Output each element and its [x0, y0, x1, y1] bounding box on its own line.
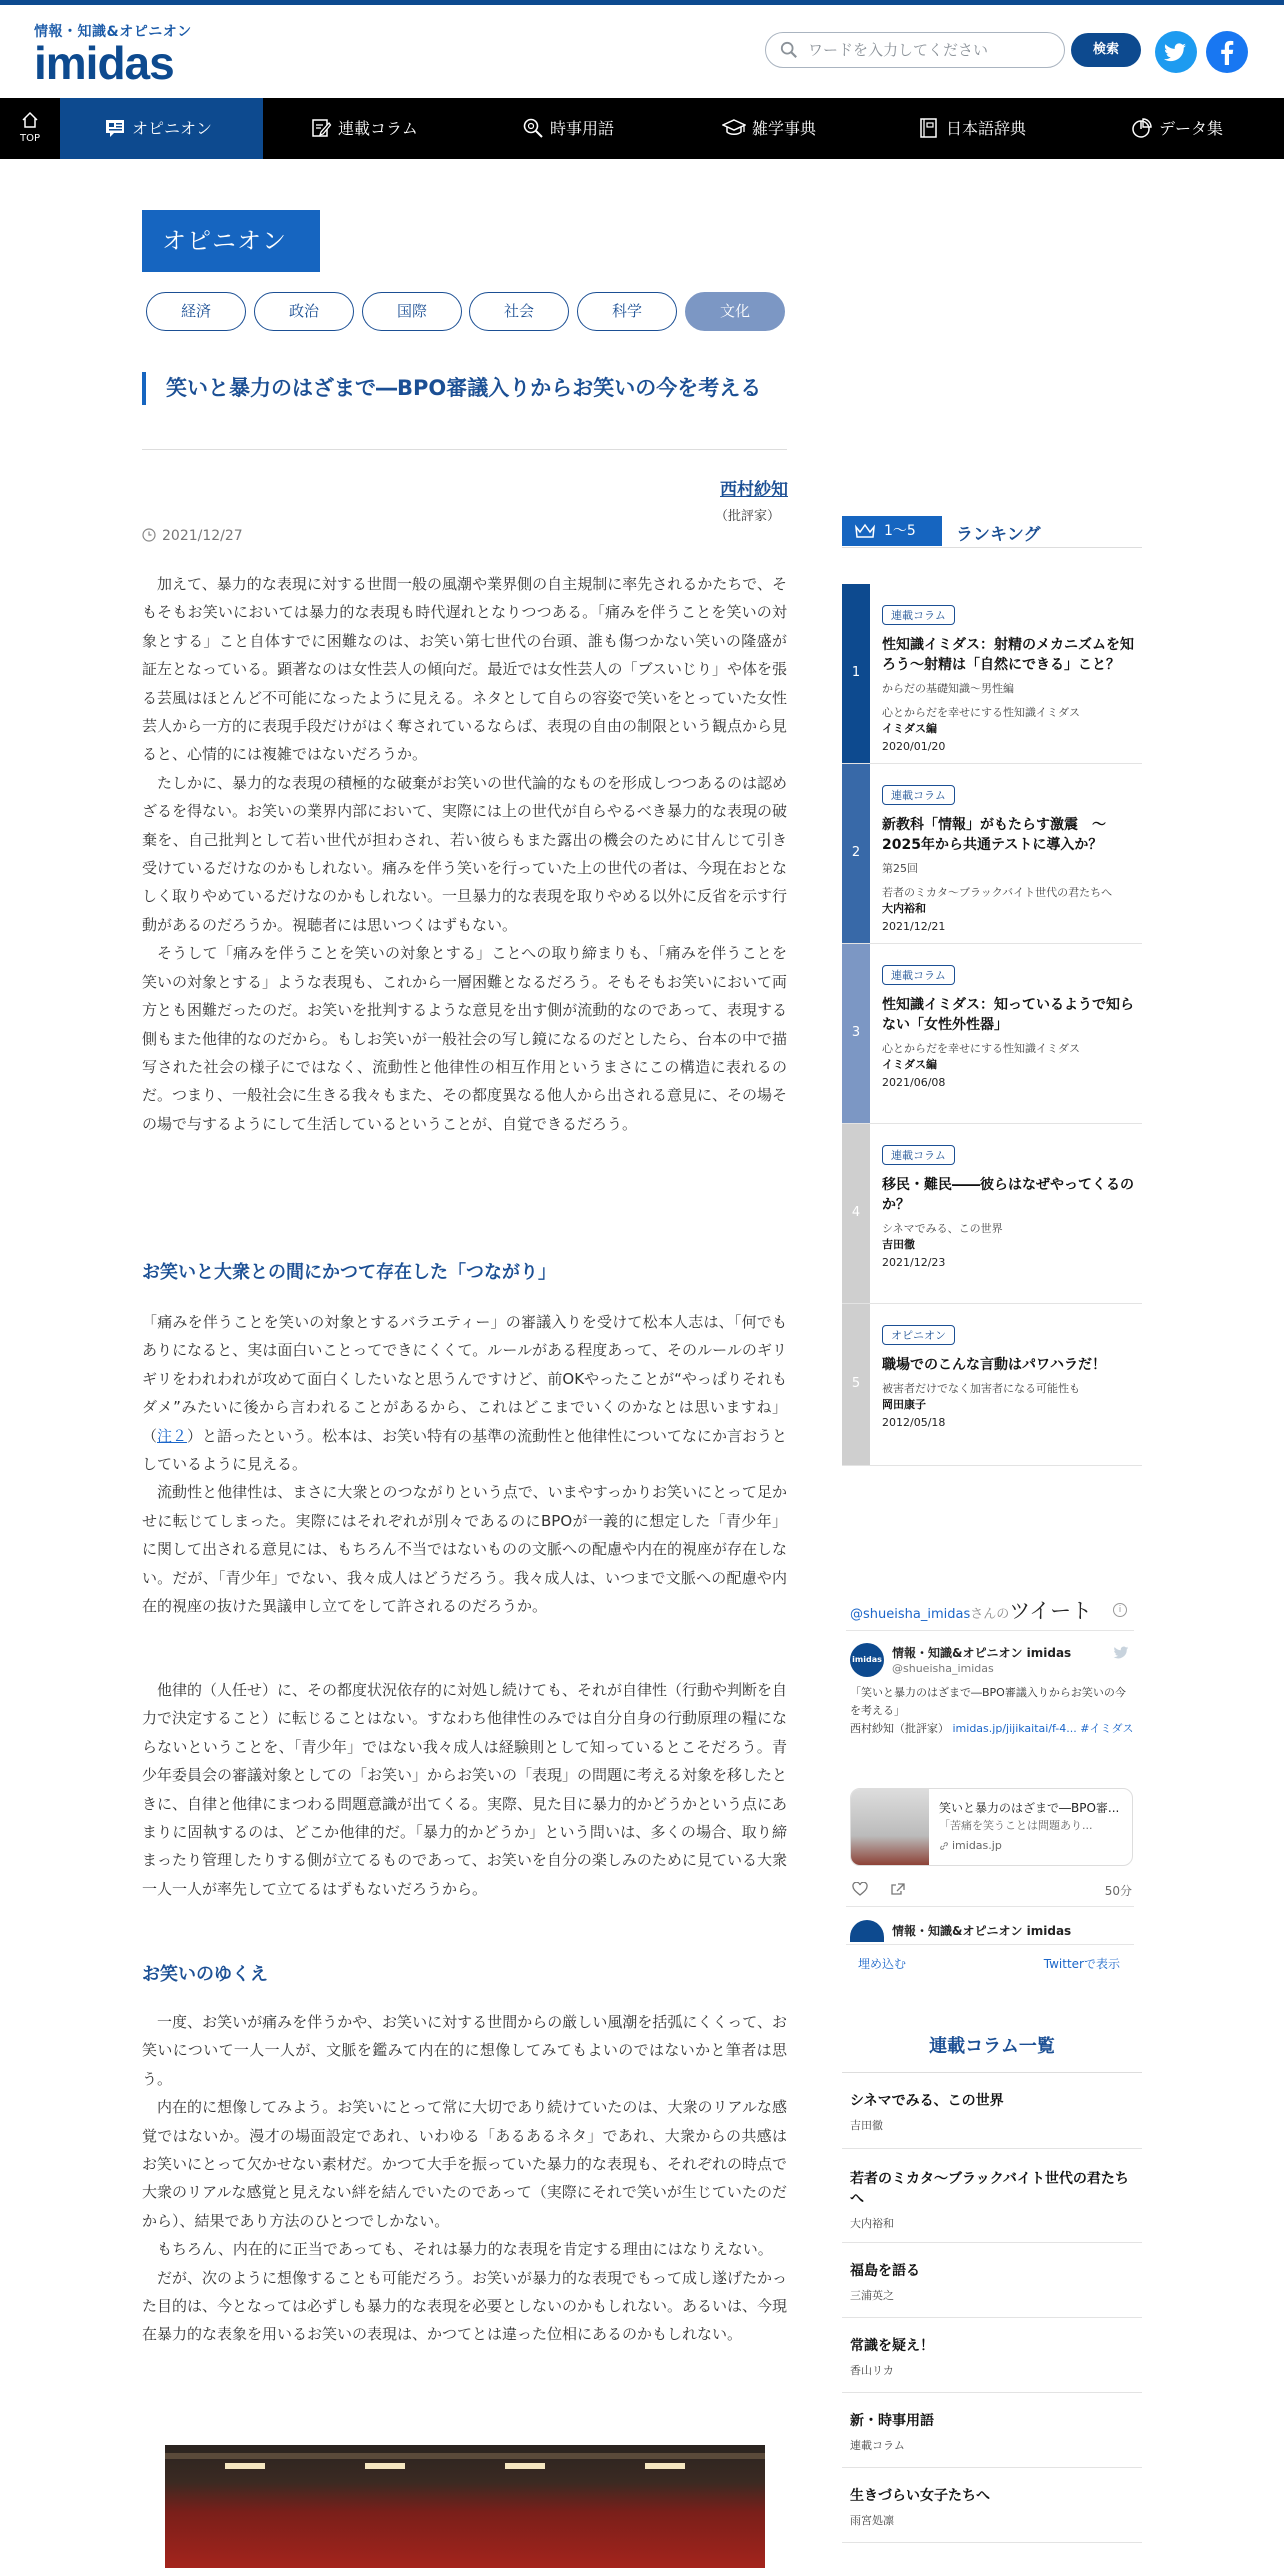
series-item[interactable]: [842, 2393, 1142, 2468]
ranking-date: 2012/05/18: [882, 1416, 946, 1429]
paragraph: 内在的に想像してみよう。お笑いにとって常に大切であり続けていたのは、大衆のリアルな感覚ではないか。漫才の場面設定であれ、いわゆる「あるあるネタ」であれ、大衆からの共感はお笑いにとって欠かせない素材だ。かつて大手を振っていた暴力的な表現も、それぞれの時点で大衆のリアルな感覚と見えない絆を結んでいたのであって（実際にそれで笑いが生じていたのだから）、結果であり方法のひとつでしかない。: [142, 2098, 787, 2230]
tweet-url-link[interactable]: imidas.jp/jijikaitai/f-4...: [952, 1722, 1077, 1735]
ranking-item[interactable]: [842, 1304, 1142, 1466]
twitter-bird-icon: [1113, 1646, 1129, 1660]
divider: [846, 1630, 1134, 1631]
rank-number: 3: [842, 944, 870, 1123]
paragraph: [142, 1308, 787, 1478]
embed-link[interactable]: 埋め込む: [858, 1957, 907, 1971]
nav-item-label: 時事用語: [550, 119, 615, 138]
ranking-header: [842, 516, 1142, 548]
series-name: 常識を疑え！: [850, 2338, 934, 2354]
nav-item-opinion[interactable]: [60, 98, 263, 159]
logo-wordmark: imidas: [34, 37, 174, 89]
search-input[interactable]: [808, 39, 1053, 61]
article-photo: [165, 2445, 765, 2568]
nav-item-dictionary[interactable]: [918, 98, 1026, 159]
series-name: 若者のミカタ～ブラックバイト世代の君たちへ: [850, 2171, 1129, 2207]
mortarboard-icon: [722, 117, 746, 139]
series-item[interactable]: [842, 2149, 1142, 2243]
author-role: （批評家）: [714, 509, 780, 524]
nav-item-label: 日本語辞典: [946, 119, 1027, 138]
paragraph: そうして「痛みを伴うことを笑いの対象とする」ことへの取り締まりも、「痛みを伴うことを笑いの対象とする」ような表現も、これから一層困難となるだろう。そもそもお笑いにおいて両方とも困難だったのだ。お笑いを批判するような意見を出す側が流動的なのであって、表現する側もまた他律的なのだから。もしお笑いが一般社会の写し鏡になるのだとしたら、台本の中で描写された社会の様子にではなく、流動性と他律性の相互作用というまさにこの構造に表れるのだ。つまり、一般社会に生きる我々もまた、その都度異なる他人から出される意見に、その場その場で与するようにして生活しているということが、自覚できるだろう。: [142, 944, 788, 1133]
author-link[interactable]: 西村紗知: [720, 480, 788, 500]
series-author: 三浦英之: [850, 2289, 894, 2302]
category-pill: 連載コラム: [882, 1145, 955, 1165]
ranking-author: 大内裕和: [882, 902, 926, 915]
series-item[interactable]: [842, 2243, 1142, 2318]
search-button[interactable]: 検索: [1071, 33, 1141, 67]
rank-number: 1: [842, 584, 870, 763]
ranking-series: シネマでみる、この世界: [882, 1222, 1003, 1235]
ranking-title: ランキング: [956, 525, 1041, 545]
series-author: 香山リカ: [850, 2364, 894, 2377]
ranking-item[interactable]: [842, 584, 1142, 764]
series-item[interactable]: [842, 2468, 1142, 2543]
nav-item-trivia[interactable]: [722, 98, 816, 159]
category-pill: 連載コラム: [882, 785, 955, 805]
nav-top[interactable]: [0, 98, 60, 159]
ranking-date: 2021/06/08: [882, 1076, 946, 1089]
tweet-handle-suffix: さんの: [970, 1607, 1010, 1622]
tweet-author: 西村紗知（批評家）: [850, 1722, 949, 1735]
tweet-body: 「笑いと暴力のはざまで―BPO審議入りからお笑いの今を考える」: [850, 1686, 1126, 1717]
paragraph-text: ）と語ったという。松本は、お笑い特有の基準の流動性と他律性についてなにか言おうとしているように見える。: [142, 1426, 787, 1474]
ranking-series: 被害者だけでなく加害者になる可能性も: [882, 1382, 1080, 1395]
series-name: 新・時事用語: [850, 2413, 934, 2429]
nav-item-label: 雑学事典: [752, 119, 817, 138]
footnote-link[interactable]: 注２: [157, 1426, 188, 1445]
tweet-text: [850, 1684, 1135, 1738]
ranking-series: 心とからだを幸せにする性知識イミダス: [882, 1042, 1080, 1055]
nav-item-label: オピニオン: [132, 119, 213, 138]
paragraph: たしかに、暴力的な表現の積極的な破棄がお笑いの世代論的なものを形成しつつあるのは認めざるを得ない。お笑いの業界内部において、実際には上の世代が自らやるべき暴力的な表現の破棄を、自己批判として若い世代が担わされ、若い彼らもまた露出の機会のために甘んじて引き受けているだけなのかもしれない。痛みを伴う笑いを行っていた上の世代の者は、今現在おとなしく取りやめているだけなのかもしれない。一旦暴力的な表現を取りやめる以外に反省を示す行動があるのだろうか。視聴者には思いつくはずもない。: [142, 773, 788, 934]
logo-subtitle: 情報・知識&オピニオン: [34, 24, 192, 40]
nav-item-terms[interactable]: [522, 98, 614, 159]
article-date: [142, 528, 243, 544]
search-icon: [522, 117, 544, 139]
ranking-author: イミダス編: [882, 722, 937, 735]
tweet-time[interactable]: 50分: [1104, 1884, 1132, 1898]
tweet-account-handle: @shueisha_imidas: [892, 1662, 994, 1675]
card-description: 「苦痛を笑うことは問題あり...: [939, 1819, 1093, 1832]
tweet-line: [850, 1720, 1135, 1738]
ranking-item[interactable]: [842, 944, 1142, 1124]
series-author: 吉田徹: [850, 2119, 883, 2132]
article-title-block: [142, 372, 787, 405]
category-pill: 連載コラム: [882, 965, 955, 985]
view-on-twitter-link[interactable]: Twitterで表示: [1043, 1957, 1120, 1971]
avatar[interactable]: [850, 1920, 884, 1942]
share-icon[interactable]: [890, 1882, 906, 1896]
category-pill: 連載コラム: [882, 605, 955, 625]
article-body-2: [142, 1308, 787, 1620]
ranking-title-text: 移民・難民――彼らはなぜやってくるのか？: [882, 1177, 1134, 1213]
divider: [142, 449, 787, 450]
heart-icon[interactable]: [852, 1882, 868, 1896]
tag-international[interactable]: 国際: [362, 292, 462, 331]
tag-culture[interactable]: 文化: [685, 292, 785, 331]
card-domain: imidas.jp: [939, 1839, 1002, 1852]
series-name: 福島を語る: [850, 2263, 920, 2279]
article-title: 笑いと暴力のはざまで―BPO審議入りからお笑いの今を考える: [166, 376, 762, 400]
ranking-title-text: 性知識イミダス：射精のメカニズムを知ろう～射精は「自然にできる」こと？: [882, 637, 1134, 673]
rank-number: 4: [842, 1124, 870, 1303]
paragraph: 流動性と他律性は、まさに大衆とのつながりという点で、いまやすっかりお笑いにとって足かせに転じてしまった。実際にはそれぞれが別々であるのにBPOが一義的に想定した「青少年」に関して出される意見には、もちろん不当ではないものの文脈への配慮や内在的視座が存在しない。だが、「青少年」でない、我々成人はどうだろう。我々成人は、いつまで文脈への配慮や内在的視座の抜けた異議申し立てをして許されるのだろうか。: [142, 1483, 788, 1616]
pie-chart-icon: [1131, 117, 1153, 139]
rank-number: 5: [842, 1304, 870, 1465]
site-header: [0, 5, 1284, 98]
tweet-account-name[interactable]: 情報・知識&オピニオン imidas: [892, 1646, 1072, 1660]
ranking-author: イミダス編: [882, 1058, 937, 1071]
rank-number: 2: [842, 764, 870, 943]
main-nav: [0, 98, 1284, 159]
series-list-title: 連載コラム一覧: [929, 2036, 1055, 2057]
ranking-date: 2020/01/20: [882, 740, 946, 753]
ranking-series2: 若者のミカタ～ブラックバイト世代の君たちへ: [882, 886, 1113, 899]
section-label: オピニオン: [142, 210, 320, 272]
article-body-1: [142, 570, 787, 1138]
tag-society[interactable]: 社会: [469, 292, 569, 331]
ranking-date: 2021/12/23: [882, 1256, 946, 1269]
twitter-icon[interactable]: [1155, 31, 1197, 73]
series-name: シネマでみる、この世界: [850, 2093, 1004, 2109]
series-name: 生きづらい女子たちへ: [850, 2488, 990, 2504]
series-item[interactable]: [842, 2073, 1142, 2149]
divider: [846, 1906, 1134, 1907]
tweet-widget-header: [850, 1595, 1130, 1625]
ranking-item[interactable]: [842, 764, 1142, 944]
nav-item-label: データ集: [1159, 119, 1224, 138]
search-box: [765, 32, 1065, 68]
book-icon: [918, 117, 940, 139]
home-icon: [20, 110, 40, 130]
tweet-handle-link[interactable]: @shueisha_imidas: [850, 1607, 971, 1622]
paragraph: 加えて、暴力的な表現に対する世間一般の風潮や業界側の自主規制に率先されるかたちで、そもそもお笑いにおいては暴力的な表現も時代遅れとなりつつある。「痛みを伴うことを笑いの対象とする」こと自体すでに困難なのは、お笑い第七世代の台頭、誰も傷つかない笑いの隆盛が証左となっている。顕著なのは女性芸人の傾向だ。最近では女性芸人の「ブスいじり」や体を張る芸風はほとんど不可能になったように見える。ネタとして自らの容姿で笑いをとっていた女性芸人から一方的に表現手段だけがはく奪されているならば、表現の自由の制限という観点から見ると、心情的には複雑ではないだろうか。: [142, 575, 788, 764]
ranking-author: 吉田徹: [882, 1238, 915, 1251]
facebook-icon[interactable]: [1206, 31, 1248, 73]
crown-icon: [854, 523, 876, 539]
ranking-date: 2021/12/21: [882, 920, 946, 933]
tweet-actions: [852, 1880, 1132, 1900]
series-author: 雨宮処凛: [850, 2514, 894, 2527]
ranking-title-text: 職場でのこんな言動はパワハラだ！: [882, 1357, 1106, 1373]
ranking-title-text: 新教科「情報」がもたらす激震 ～2025年から共通テストに導入か？: [882, 817, 1106, 853]
tag-politics[interactable]: 政治: [254, 292, 354, 331]
ranking-series2: 心とからだを幸せにする性知識イミダス: [882, 706, 1080, 719]
site-logo[interactable]: [34, 21, 192, 89]
tweet-account-name[interactable]: 情報・知識&オピニオン imidas: [892, 1924, 1072, 1938]
ranking-series: 第25回: [882, 862, 918, 875]
ranking-author: 岡田康子: [882, 1398, 926, 1411]
tag-science[interactable]: 科学: [577, 292, 677, 331]
article-body-4: [142, 2008, 787, 2349]
paragraph: 一度、お笑いが痛みを伴うかや、お笑いに対する世間からの厳しい風潮を括弧にくくって、お笑いについて一人一人が、文脈を鑑みて内在的に想像してみてもよいのではないかと筆者は思う。: [142, 2013, 787, 2088]
link-icon: [939, 1841, 949, 1851]
tweet-heading: ツイート: [1009, 1599, 1093, 1623]
info-icon[interactable]: i: [1113, 1603, 1127, 1617]
category-pill: オピニオン: [882, 1325, 955, 1345]
ranking-series: からだの基礎知識～男性編: [882, 682, 1014, 695]
ranking-badge[interactable]: [842, 516, 942, 546]
nav-item-column[interactable]: [310, 98, 418, 159]
paragraph: もちろん、内在的に正当であっても、それは暴力的な表現を肯定する理由にはなりえない。: [157, 2240, 773, 2259]
series-item[interactable]: [842, 2318, 1142, 2393]
subheading: お笑いと大衆との間にかつて存在した「つながり」: [142, 1262, 556, 1283]
search-icon: [780, 41, 798, 59]
speech-icon: [104, 117, 126, 139]
card-title: 笑いと暴力のはざまで―BPO審...: [939, 1801, 1120, 1815]
tweet-link-card[interactable]: [850, 1788, 1133, 1866]
nav-item-data[interactable]: [1131, 98, 1223, 159]
card-thumbnail: [851, 1789, 929, 1866]
tag-economy[interactable]: 経済: [146, 292, 246, 331]
date-text: 2021/12/27: [162, 528, 243, 544]
stage-lights: [165, 2453, 765, 2483]
ranking-title-text: 性知識イミダス：知っているようで知らない「女性外性器」: [882, 997, 1134, 1033]
nav-top-label: TOP: [19, 133, 40, 144]
article-body-3: [142, 1676, 787, 1903]
ranking-item[interactable]: [842, 1124, 1142, 1304]
tweet-hashtag-link[interactable]: #イミダス: [1080, 1722, 1134, 1735]
paragraph-text: 「痛みを伴うことを笑いの対象とするバラエティー」の審議入りを受けて松本人志は、「何でもありになると、実は面白いことってできにくくて。ルールがある程度あって、そのルールのギリギリをわれわれが攻めて面白くしたいなと思うんですけど、前OKやったことが“やっぱりそれもダメ”みたいに後から言われることがあるから、これはどこまでいくのかなとは思いますね」（: [142, 1313, 787, 1445]
tweet-widget-footer: [846, 1944, 1134, 1978]
pen-icon: [310, 117, 332, 139]
subheading: お笑いのゆくえ: [142, 1964, 268, 1985]
nav-item-label: 連載コラム: [338, 119, 418, 138]
avatar[interactable]: imidas: [850, 1643, 884, 1677]
series-author: 大内裕和: [850, 2217, 894, 2230]
series-author: 連載コラム: [850, 2439, 905, 2452]
ranking-badge-label: 1～5: [884, 523, 916, 539]
clock-icon: [142, 528, 156, 542]
paragraph: 他律的（人任せ）に、その都度状況依存的に対処し続けても、それが自律性（行動や判断を自力で決定すること）に転じることはない。すなわち他律性のみでは自分自身の行動原理の糧にならないということを、「青少年」ではない我々成人は経験則として知っているとこそだろう。青少年委員会の審議対象としての「お笑い」からお笑いの「表現」の問題に考える対象を移したときに、自律と他律にまつわる問題意識が出てくる。実際、見た目に暴力的かどうかという点にあまりに固執するのは、どこか他律的だ。「暴力的かどうか」という問いは、多くの場合、取り締まったり管理したりする側が立てるものであって、お笑いを自分の楽しみのために見ている大衆一人一人が率先して立てるはずもないだろうから。: [142, 1681, 788, 1898]
paragraph: だが、次のように想像することも可能だろう。お笑いが暴力的な表現でもって成し遂げたかった目的は、今となっては必ずしも暴力的な表現を必要としないのかもしれない。あるいは、今現在暴力的な表象を用いるお笑いの表現は、かつてとは違った位相にあるのかもしれない。: [142, 2268, 788, 2344]
